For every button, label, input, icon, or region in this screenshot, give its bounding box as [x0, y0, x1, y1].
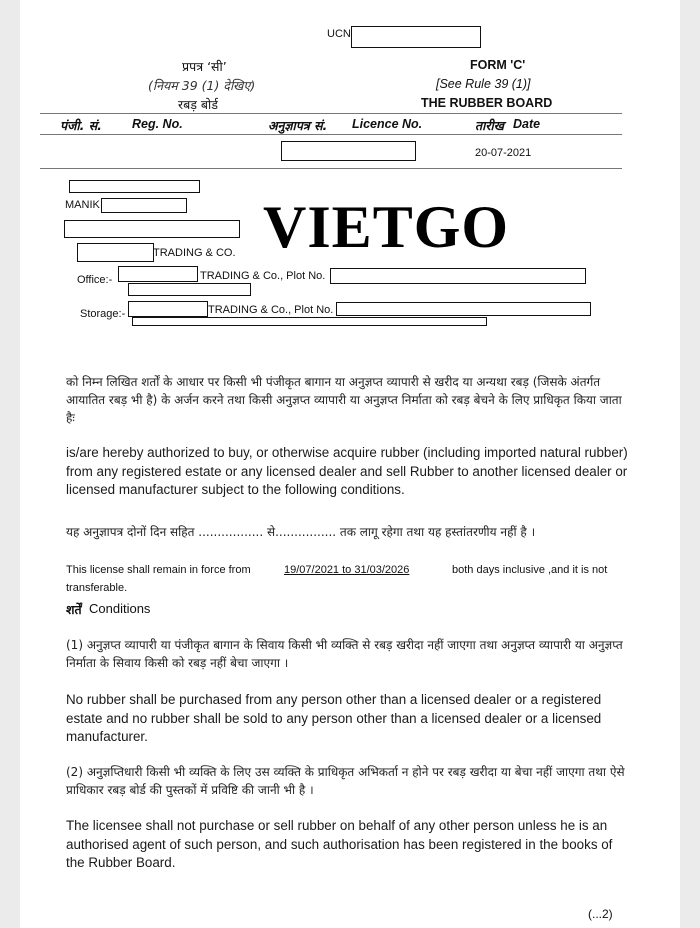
validity-suffix: both days inclusive ,and it is not	[452, 564, 608, 576]
divider-reg	[40, 134, 622, 135]
date-label: Date	[513, 117, 541, 131]
addressee-line1-redaction	[69, 180, 200, 193]
addressee-line3-redaction	[64, 220, 240, 238]
rule-reference: [See Rule 39 (1)]	[436, 77, 531, 91]
office-plot-redaction	[330, 268, 586, 284]
hindi-reg-label: पंजी. सं.	[60, 118, 102, 133]
ucn-redaction	[351, 26, 481, 48]
office-label: Office:-	[77, 274, 113, 286]
condition1-text: No rubber shall be purchased from any person other than a licensed dealer or a registered estate and no rubber shall be sold to any person other than a licensed dealer or a licensed manufacturer.	[66, 692, 602, 744]
form-title: FORM 'C'	[470, 58, 526, 72]
vietgo-watermark: VIETGO	[263, 194, 510, 260]
conditions-hindi-heading: शर्तें	[66, 602, 82, 617]
addressee-name-prefix: MANIK	[65, 199, 100, 211]
company-name-redaction	[77, 243, 154, 262]
licence-number-redaction	[281, 141, 416, 161]
storage-plot-redaction	[336, 302, 591, 316]
hindi-rule-ref: (नियम 39 (1) देखिए)	[148, 78, 256, 93]
storage-label: Storage:-	[80, 308, 126, 320]
divider-bottom	[40, 168, 622, 169]
addressee-name-redaction	[101, 198, 187, 213]
licence-no-label: Licence No.	[352, 117, 423, 131]
office-address: TRADING & Co., Plot No.	[200, 270, 326, 282]
ucn-label: UCN	[327, 28, 351, 40]
issue-date: 20-07-2021	[475, 147, 532, 159]
hindi-board-name: रबड़ बोर्ड	[178, 97, 218, 112]
office-line2-redaction	[128, 283, 251, 296]
license-document-page	[20, 0, 680, 928]
hindi-validity-text: यह अनुज्ञापत्र दोनों दिन सहित ................. से................ तक लागू रहेगा तथा यह हस्तांतरणीय नहीं है ।	[66, 525, 536, 539]
board-name: THE RUBBER BOARD	[421, 96, 553, 110]
storage-line2-redaction	[132, 317, 487, 326]
divider-top	[40, 113, 622, 114]
hindi-authorization-text: को निम्न लिखित शर्तों के आधार पर किसी भी पंजीकृत बागान या अनुज्ञप्त व्यापारी से खरीद या अन्यथा रबड़ (जिसके अंतर्गत आयातित रबड़ भी है) के अर्जन करने तथा किसी अनुज्ञप्त व्यापारी या अनुज्ञप्त निर्माता को रबड़ बेचने के लिए प्राधिकृत किया जाता हैः	[66, 375, 622, 425]
condition1-hindi: (1) अनुज्ञप्त व्यापारी या पंजीकृत बागान के सिवाय किसी भी व्यक्ति से रबड़ खरीदा नहीं जाएगा तथा अनुज्ञप्त व्यापारी या अनुज्ञप्त निर्माता के सिवाय किसी को रबड़ नहीं बेचा जाएगा ।	[66, 638, 623, 670]
hindi-form-title: प्रपत्र ‘सी’	[182, 59, 227, 74]
conditions-heading: Conditions	[89, 601, 151, 616]
office-company-redaction	[118, 266, 198, 282]
reg-no-label: Reg. No.	[132, 117, 183, 131]
authorization-text: is/are hereby authorized to buy, or otherwise acquire rubber (including imported natural rubber) from any registered estate or any licensed dealer and sell Rubber to another licensed dealer or licensed manufacturer subject to the following conditions.	[66, 445, 628, 497]
validity-line2: transferable.	[66, 582, 128, 594]
storage-company-redaction	[128, 301, 208, 317]
condition2-hindi: (2) अनुज्ञप्तिधारी किसी भी व्यक्ति के लिए उस व्यक्ति के प्राधिकृत अभिकर्ता न होने पर रबड़ खरीदा या बेचा नहीं जाएगा तथा ऐसे प्राधिकार रबड़ बोर्ड की पुस्तकों में प्रविष्टि की जानी भी है ।	[66, 765, 625, 797]
condition2-text: The licensee shall not purchase or sell rubber on behalf of any other person unless he is an authorised agent of such person, and such authorisation has been registered in the books of the Rubber Board.	[66, 818, 613, 870]
validity-prefix: This license shall remain in force from	[66, 564, 251, 576]
storage-address: TRADING & Co., Plot No.	[208, 304, 334, 316]
company-suffix: TRADING & CO.	[153, 247, 236, 259]
validity-period: 19/07/2021 to 31/03/2026	[284, 564, 410, 576]
hindi-licence-label: अनुज्ञापत्र सं.	[268, 118, 328, 133]
page-continuation-marker: (...2)	[588, 907, 613, 921]
hindi-date-label: तारीख	[475, 118, 504, 133]
